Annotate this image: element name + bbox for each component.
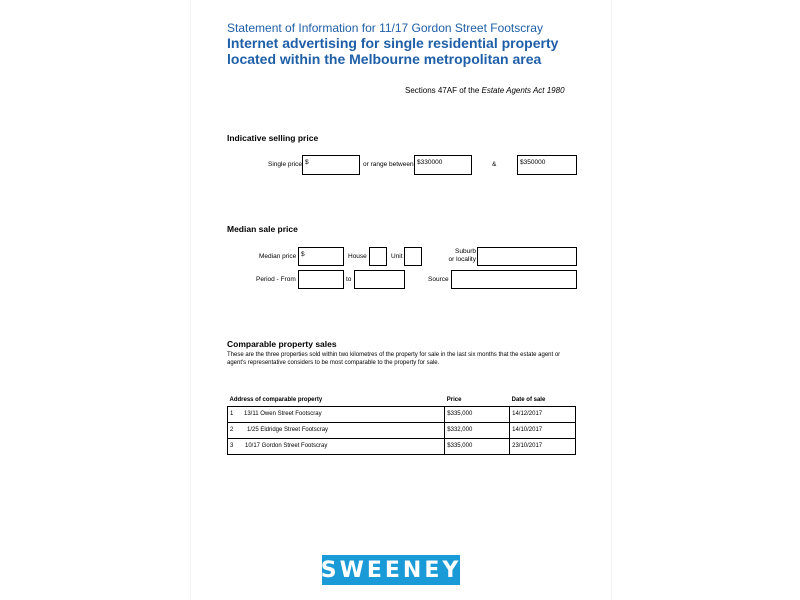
source-field[interactable] (451, 270, 577, 289)
price-cell: $335,000 (445, 406, 510, 422)
price-cell: $332,000 (445, 422, 510, 438)
range-label: or range between (363, 161, 414, 168)
column-header-price: Price (445, 394, 510, 406)
period-from-label: Period - From (256, 276, 296, 283)
table-row (228, 406, 576, 422)
sweeney-logo (322, 555, 460, 585)
house-checkbox[interactable] (369, 247, 387, 266)
statement-title: Statement of Information for 11/17 Gordon Street Footscray (227, 21, 543, 35)
date-cell: 14/12/2017 (510, 406, 576, 422)
median-price-label: Median price (259, 253, 297, 260)
row-number: 2 (230, 427, 234, 433)
suburb-field[interactable] (477, 247, 577, 266)
column-header-date: Date of sale (510, 394, 576, 406)
source-label: Source (428, 276, 449, 283)
period-from-field[interactable] (298, 270, 344, 289)
main-title-line-2: located within the Melbourne metropolitan area (227, 51, 542, 67)
sections-act-name: Estate Agents Act 1980 (481, 86, 565, 95)
suburb-label-line-2: or locality (448, 256, 476, 263)
sections-reference (405, 86, 565, 95)
address-text: 13/11 Owen Street Footscray (244, 411, 322, 417)
period-to-field[interactable] (354, 270, 405, 289)
unit-label: Unit (391, 253, 403, 260)
address-text: 1/25 Eldridge Street Footscray (247, 427, 329, 433)
date-cell: 14/10/2017 (510, 422, 576, 438)
address-cell (228, 406, 445, 422)
table-row (228, 422, 576, 438)
single-price-label: Single price (268, 161, 302, 168)
address-cell (228, 422, 445, 438)
address-text: 10/17 Gordon Street Footscray (245, 443, 328, 449)
comparable-heading: Comparable property sales (227, 339, 337, 349)
address-cell (228, 438, 445, 454)
table-row (228, 438, 576, 454)
single-price-field[interactable]: $ (302, 155, 360, 175)
median-heading: Median sale price (227, 224, 298, 234)
row-number: 3 (230, 443, 234, 449)
column-header-address: Address of comparable property (228, 394, 445, 406)
suburb-label (444, 248, 476, 264)
date-cell: 23/10/2017 (510, 438, 576, 454)
suburb-label-line-1: Suburb (455, 248, 476, 255)
comparable-intro: These are the three properties sold within two kilometres of the property for sale in the last six months that the estate agent or agent's representative considers to be most comparable to the property for sale. (227, 352, 561, 366)
table-header-row (228, 394, 576, 406)
median-price-field[interactable]: $ (298, 247, 344, 266)
main-title (227, 35, 558, 67)
price-cell: $335,000 (445, 438, 510, 454)
house-label: House (348, 253, 367, 260)
main-title-line-1: Internet advertising for single residential property (227, 35, 559, 51)
range-low-field[interactable]: $330000 (414, 155, 472, 175)
indicative-heading: Indicative selling price (227, 133, 319, 143)
comparable-sales-table (227, 394, 576, 455)
unit-checkbox[interactable] (404, 247, 422, 266)
range-high-field[interactable]: $350000 (517, 155, 577, 175)
range-and-label: & (492, 161, 497, 168)
period-to-label: to (346, 276, 352, 283)
logo-text: SWEENEY (320, 557, 462, 583)
sections-prefix: Sections 47AF of the (405, 86, 482, 95)
row-number: 1 (230, 411, 234, 417)
